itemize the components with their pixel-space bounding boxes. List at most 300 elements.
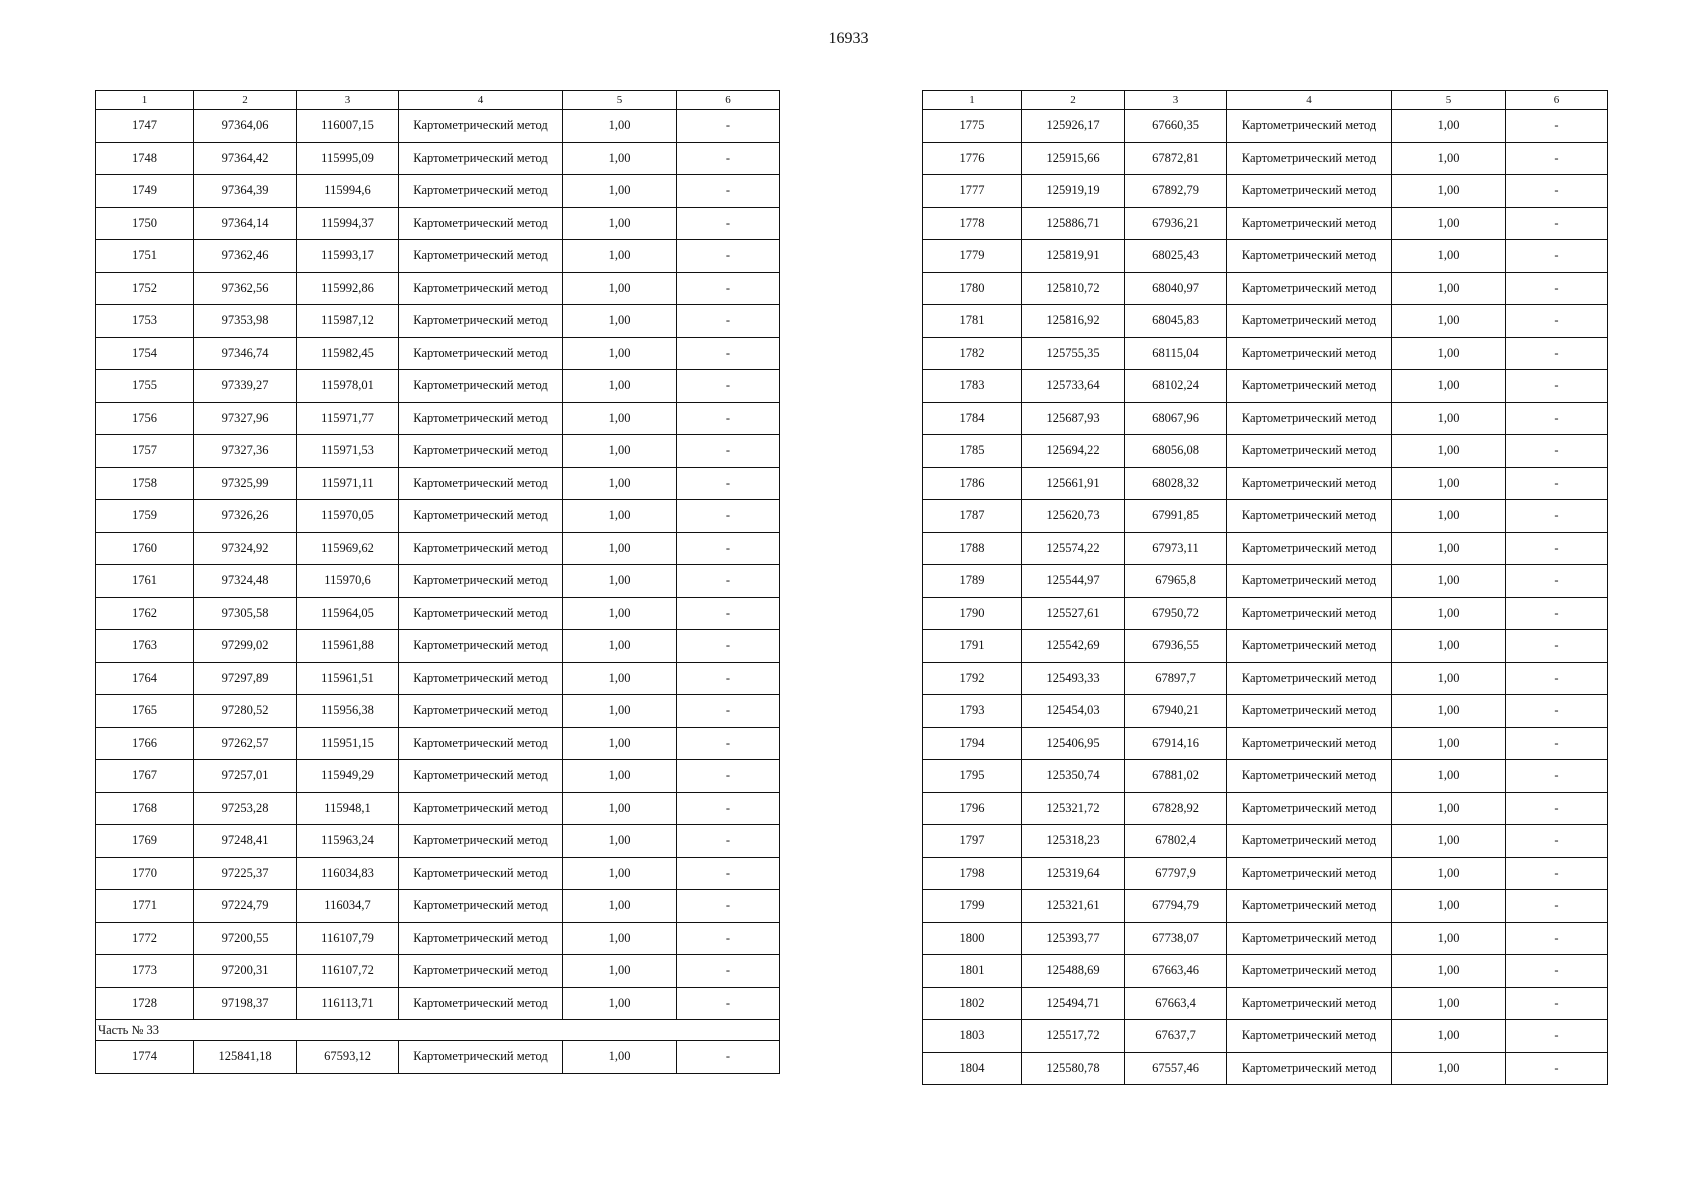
column-header-4: 4 [1227,91,1392,110]
point-number-cell: 1749 [96,175,194,208]
y-coordinate-cell: 68102,24 [1125,370,1227,403]
y-coordinate-cell: 115994,6 [297,175,399,208]
point-number-cell: 1758 [96,467,194,500]
header-row [96,91,780,110]
description-cell: - [677,467,780,500]
point-number-cell: 1753 [96,305,194,338]
table-row [96,565,780,598]
y-coordinate-cell: 67991,85 [1125,500,1227,533]
point-number-cell: 1776 [923,142,1022,175]
description-cell: - [1506,727,1608,760]
x-coordinate-cell: 125319,64 [1022,857,1125,890]
accuracy-cell: 1,00 [1392,175,1506,208]
header-row [923,91,1608,110]
method-cell: Картометрический метод [399,695,563,728]
table-row [96,305,780,338]
table-row [96,857,780,890]
description-cell: - [677,727,780,760]
method-cell: Картометрический метод [399,500,563,533]
y-coordinate-cell: 115971,53 [297,435,399,468]
table-row [96,662,780,695]
accuracy-cell: 1,00 [1392,565,1506,598]
description-cell: - [1506,142,1608,175]
x-coordinate-cell: 125661,91 [1022,467,1125,500]
description-cell: - [677,435,780,468]
description-cell: - [677,1041,780,1074]
accuracy-cell: 1,00 [563,240,677,273]
point-number-cell: 1783 [923,370,1022,403]
x-coordinate-cell: 97326,26 [194,500,297,533]
table-row [96,142,780,175]
table-row [923,240,1608,273]
y-coordinate-cell: 67557,46 [1125,1052,1227,1085]
table-row [96,955,780,988]
page-number: 16933 [828,30,869,47]
accuracy-cell: 1,00 [563,922,677,955]
point-number-cell: 1754 [96,337,194,370]
method-cell: Картометрический метод [399,760,563,793]
accuracy-cell: 1,00 [1392,1052,1506,1085]
x-coordinate-cell: 97364,14 [194,207,297,240]
y-coordinate-cell: 67802,4 [1125,825,1227,858]
description-cell: - [1506,597,1608,630]
description-cell: - [1506,435,1608,468]
method-cell: Картометрический метод [1227,532,1392,565]
description-cell: - [677,955,780,988]
accuracy-cell: 1,00 [563,370,677,403]
description-cell: - [1506,630,1608,663]
method-cell: Картометрический метод [1227,305,1392,338]
method-cell: Картометрический метод [1227,500,1392,533]
y-coordinate-cell: 115961,51 [297,662,399,695]
x-coordinate-cell: 97198,37 [194,987,297,1020]
point-number-cell: 1763 [96,630,194,663]
point-number-cell: 1765 [96,695,194,728]
accuracy-cell: 1,00 [563,597,677,630]
accuracy-cell: 1,00 [1392,500,1506,533]
y-coordinate-cell: 115971,11 [297,467,399,500]
accuracy-cell: 1,00 [563,175,677,208]
accuracy-cell: 1,00 [563,402,677,435]
description-cell: - [677,760,780,793]
table-row [923,435,1608,468]
table-row [96,500,780,533]
y-coordinate-cell: 115987,12 [297,305,399,338]
accuracy-cell: 1,00 [563,987,677,1020]
accuracy-cell: 1,00 [1392,1020,1506,1053]
method-cell: Картометрический метод [1227,207,1392,240]
accuracy-cell: 1,00 [563,500,677,533]
point-number-cell: 1774 [96,1041,194,1074]
method-cell: Картометрический метод [1227,402,1392,435]
x-coordinate-cell: 125454,03 [1022,695,1125,728]
point-number-cell: 1782 [923,337,1022,370]
y-coordinate-cell: 115951,15 [297,727,399,760]
description-cell: - [1506,110,1608,143]
accuracy-cell: 1,00 [563,467,677,500]
method-cell: Картометрический метод [1227,760,1392,793]
section-row [96,1020,780,1041]
y-coordinate-cell: 116034,7 [297,890,399,923]
point-number-cell: 1772 [96,922,194,955]
y-coordinate-cell: 115969,62 [297,532,399,565]
x-coordinate-cell: 97257,01 [194,760,297,793]
method-cell: Картометрический метод [1227,272,1392,305]
y-coordinate-cell: 115970,6 [297,565,399,598]
y-coordinate-cell: 115961,88 [297,630,399,663]
column-header-6: 6 [1506,91,1608,110]
x-coordinate-cell: 97280,52 [194,695,297,728]
x-coordinate-cell: 97324,48 [194,565,297,598]
accuracy-cell: 1,00 [563,727,677,760]
y-coordinate-cell: 115970,05 [297,500,399,533]
y-coordinate-cell: 115993,17 [297,240,399,273]
x-coordinate-cell: 125755,35 [1022,337,1125,370]
point-number-cell: 1786 [923,467,1022,500]
y-coordinate-cell: 115963,24 [297,825,399,858]
accuracy-cell: 1,00 [563,565,677,598]
table-row [96,727,780,760]
description-cell: - [677,630,780,663]
x-coordinate-cell: 97339,27 [194,370,297,403]
y-coordinate-cell: 68045,83 [1125,305,1227,338]
accuracy-cell: 1,00 [1392,597,1506,630]
description-cell: - [1506,402,1608,435]
accuracy-cell: 1,00 [563,110,677,143]
method-cell: Картометрический метод [399,597,563,630]
table-row [923,922,1608,955]
y-coordinate-cell: 67914,16 [1125,727,1227,760]
point-number-cell: 1771 [96,890,194,923]
table-row [923,175,1608,208]
method-cell: Картометрический метод [399,305,563,338]
y-coordinate-cell: 68056,08 [1125,435,1227,468]
point-number-cell: 1751 [96,240,194,273]
table-row [96,402,780,435]
accuracy-cell: 1,00 [563,760,677,793]
table-row [923,1020,1608,1053]
accuracy-cell: 1,00 [1392,532,1506,565]
accuracy-cell: 1,00 [563,435,677,468]
x-coordinate-cell: 97224,79 [194,890,297,923]
y-coordinate-cell: 115982,45 [297,337,399,370]
table-row [923,305,1608,338]
point-number-cell: 1760 [96,532,194,565]
table-row [923,272,1608,305]
x-coordinate-cell: 97346,74 [194,337,297,370]
table-row [923,402,1608,435]
table-row [923,695,1608,728]
description-cell: - [1506,760,1608,793]
accuracy-cell: 1,00 [1392,337,1506,370]
y-coordinate-cell: 115995,09 [297,142,399,175]
point-number-cell: 1752 [96,272,194,305]
table-row [923,825,1608,858]
accuracy-cell: 1,00 [563,662,677,695]
point-number-cell: 1759 [96,500,194,533]
method-cell: Картометрический метод [1227,467,1392,500]
accuracy-cell: 1,00 [563,630,677,663]
x-coordinate-cell: 97327,36 [194,435,297,468]
point-number-cell: 1728 [96,987,194,1020]
point-number-cell: 1762 [96,597,194,630]
column-header-2: 2 [1022,91,1125,110]
point-number-cell: 1790 [923,597,1022,630]
x-coordinate-cell: 97262,57 [194,727,297,760]
y-coordinate-cell: 67660,35 [1125,110,1227,143]
accuracy-cell: 1,00 [1392,207,1506,240]
x-coordinate-cell: 97362,46 [194,240,297,273]
x-coordinate-cell: 125544,97 [1022,565,1125,598]
table-row [923,337,1608,370]
method-cell: Картометрический метод [399,402,563,435]
method-cell: Картометрический метод [399,890,563,923]
x-coordinate-cell: 97324,92 [194,532,297,565]
method-cell: Картометрический метод [1227,240,1392,273]
y-coordinate-cell: 67897,7 [1125,662,1227,695]
accuracy-cell: 1,00 [563,857,677,890]
y-coordinate-cell: 67965,8 [1125,565,1227,598]
y-coordinate-cell: 68115,04 [1125,337,1227,370]
method-cell: Картометрический метод [399,1041,563,1074]
method-cell: Картометрический метод [1227,922,1392,955]
method-cell: Картометрический метод [399,467,563,500]
x-coordinate-cell: 97253,28 [194,792,297,825]
table-row [96,890,780,923]
point-number-cell: 1769 [96,825,194,858]
method-cell: Картометрический метод [1227,662,1392,695]
point-number-cell: 1777 [923,175,1022,208]
point-number-cell: 1780 [923,272,1022,305]
description-cell: - [677,370,780,403]
y-coordinate-cell: 116034,83 [297,857,399,890]
method-cell: Картометрический метод [399,370,563,403]
description-cell: - [677,662,780,695]
x-coordinate-cell: 125493,33 [1022,662,1125,695]
point-number-cell: 1778 [923,207,1022,240]
y-coordinate-cell: 115964,05 [297,597,399,630]
column-header-6: 6 [677,91,780,110]
accuracy-cell: 1,00 [1392,467,1506,500]
y-coordinate-cell: 67881,02 [1125,760,1227,793]
accuracy-cell: 1,00 [1392,922,1506,955]
table-row [923,532,1608,565]
point-number-cell: 1797 [923,825,1022,858]
table-row [96,792,780,825]
method-cell: Картометрический метод [399,727,563,760]
point-number-cell: 1761 [96,565,194,598]
x-coordinate-cell: 125694,22 [1022,435,1125,468]
description-cell: - [677,337,780,370]
x-coordinate-cell: 125841,18 [194,1041,297,1074]
y-coordinate-cell: 67973,11 [1125,532,1227,565]
x-coordinate-cell: 125574,22 [1022,532,1125,565]
table-row [923,792,1608,825]
y-coordinate-cell: 67797,9 [1125,857,1227,890]
method-cell: Картометрический метод [1227,857,1392,890]
description-cell: - [1506,1052,1608,1085]
accuracy-cell: 1,00 [1392,857,1506,890]
x-coordinate-cell: 125687,93 [1022,402,1125,435]
column-header-5: 5 [563,91,677,110]
table-row [923,597,1608,630]
x-coordinate-cell: 97200,55 [194,922,297,955]
description-cell: - [677,305,780,338]
point-number-cell: 1755 [96,370,194,403]
point-number-cell: 1804 [923,1052,1022,1085]
accuracy-cell: 1,00 [1392,272,1506,305]
x-coordinate-cell: 125406,95 [1022,727,1125,760]
method-cell: Картометрический метод [1227,1052,1392,1085]
point-number-cell: 1794 [923,727,1022,760]
point-number-cell: 1766 [96,727,194,760]
description-cell: - [1506,565,1608,598]
description-cell: - [677,402,780,435]
column-header-1: 1 [96,91,194,110]
point-number-cell: 1767 [96,760,194,793]
method-cell: Картометрический метод [399,662,563,695]
point-number-cell: 1750 [96,207,194,240]
x-coordinate-cell: 97364,06 [194,110,297,143]
description-cell: - [1506,305,1608,338]
accuracy-cell: 1,00 [1392,305,1506,338]
method-cell: Картометрический метод [1227,435,1392,468]
point-number-cell: 1787 [923,500,1022,533]
description-cell: - [1506,500,1608,533]
accuracy-cell: 1,00 [1392,110,1506,143]
table-row [923,727,1608,760]
table-row [96,272,780,305]
point-number-cell: 1747 [96,110,194,143]
point-number-cell: 1775 [923,110,1022,143]
x-coordinate-cell: 97248,41 [194,825,297,858]
point-number-cell: 1795 [923,760,1022,793]
method-cell: Картометрический метод [399,532,563,565]
table-row [923,890,1608,923]
y-coordinate-cell: 67892,79 [1125,175,1227,208]
section-label: Часть № 33 [96,1020,780,1041]
table-row [923,760,1608,793]
x-coordinate-cell: 97299,02 [194,630,297,663]
description-cell: - [1506,955,1608,988]
point-number-cell: 1773 [96,955,194,988]
table-row [923,987,1608,1020]
method-cell: Картометрический метод [399,110,563,143]
column-header-3: 3 [1125,91,1227,110]
x-coordinate-cell: 97225,37 [194,857,297,890]
description-cell: - [677,110,780,143]
point-number-cell: 1799 [923,890,1022,923]
y-coordinate-cell: 67794,79 [1125,890,1227,923]
method-cell: Картометрический метод [399,987,563,1020]
x-coordinate-cell: 125393,77 [1022,922,1125,955]
accuracy-cell: 1,00 [563,337,677,370]
description-cell: - [677,240,780,273]
table-row [923,142,1608,175]
method-cell: Картометрический метод [399,175,563,208]
point-number-cell: 1757 [96,435,194,468]
table-row [96,695,780,728]
column-header-4: 4 [399,91,563,110]
point-number-cell: 1781 [923,305,1022,338]
accuracy-cell: 1,00 [1392,435,1506,468]
point-number-cell: 1791 [923,630,1022,663]
accuracy-cell: 1,00 [1392,727,1506,760]
x-coordinate-cell: 125488,69 [1022,955,1125,988]
x-coordinate-cell: 125816,92 [1022,305,1125,338]
accuracy-cell: 1,00 [1392,792,1506,825]
column-header-2: 2 [194,91,297,110]
x-coordinate-cell: 125620,73 [1022,500,1125,533]
x-coordinate-cell: 125542,69 [1022,630,1125,663]
x-coordinate-cell: 97353,98 [194,305,297,338]
y-coordinate-cell: 67940,21 [1125,695,1227,728]
description-cell: - [1506,240,1608,273]
x-coordinate-cell: 125919,19 [1022,175,1125,208]
y-coordinate-cell: 67872,81 [1125,142,1227,175]
table-row [96,1041,780,1074]
table-row [96,597,780,630]
point-number-cell: 1789 [923,565,1022,598]
x-coordinate-cell: 97200,31 [194,955,297,988]
x-coordinate-cell: 125733,64 [1022,370,1125,403]
y-coordinate-cell: 68067,96 [1125,402,1227,435]
description-cell: - [677,825,780,858]
method-cell: Картометрический метод [1227,825,1392,858]
accuracy-cell: 1,00 [1392,630,1506,663]
description-cell: - [1506,695,1608,728]
y-coordinate-cell: 67950,72 [1125,597,1227,630]
x-coordinate-cell: 125321,72 [1022,792,1125,825]
point-number-cell: 1793 [923,695,1022,728]
description-cell: - [677,500,780,533]
y-coordinate-cell: 115971,77 [297,402,399,435]
description-cell: - [1506,890,1608,923]
accuracy-cell: 1,00 [1392,890,1506,923]
table-row [96,987,780,1020]
y-coordinate-cell: 68040,97 [1125,272,1227,305]
method-cell: Картометрический метод [1227,890,1392,923]
accuracy-cell: 1,00 [1392,370,1506,403]
table-row [96,110,780,143]
method-cell: Картометрический метод [1227,695,1392,728]
x-coordinate-cell: 125926,17 [1022,110,1125,143]
table-row [96,175,780,208]
description-cell: - [1506,532,1608,565]
table-row [923,662,1608,695]
y-coordinate-cell: 116107,72 [297,955,399,988]
description-cell: - [1506,987,1608,1020]
x-coordinate-cell: 125810,72 [1022,272,1125,305]
table-row [96,337,780,370]
table-row [923,370,1608,403]
y-coordinate-cell: 67738,07 [1125,922,1227,955]
x-coordinate-cell: 97364,42 [194,142,297,175]
table-row [923,500,1608,533]
method-cell: Картометрический метод [1227,175,1392,208]
table-row [96,370,780,403]
table-row [96,240,780,273]
description-cell: - [677,857,780,890]
x-coordinate-cell: 125350,74 [1022,760,1125,793]
accuracy-cell: 1,00 [1392,142,1506,175]
description-cell: - [1506,662,1608,695]
point-number-cell: 1748 [96,142,194,175]
method-cell: Картометрический метод [399,857,563,890]
y-coordinate-cell: 67663,4 [1125,987,1227,1020]
x-coordinate-cell: 125580,78 [1022,1052,1125,1085]
y-coordinate-cell: 115956,38 [297,695,399,728]
